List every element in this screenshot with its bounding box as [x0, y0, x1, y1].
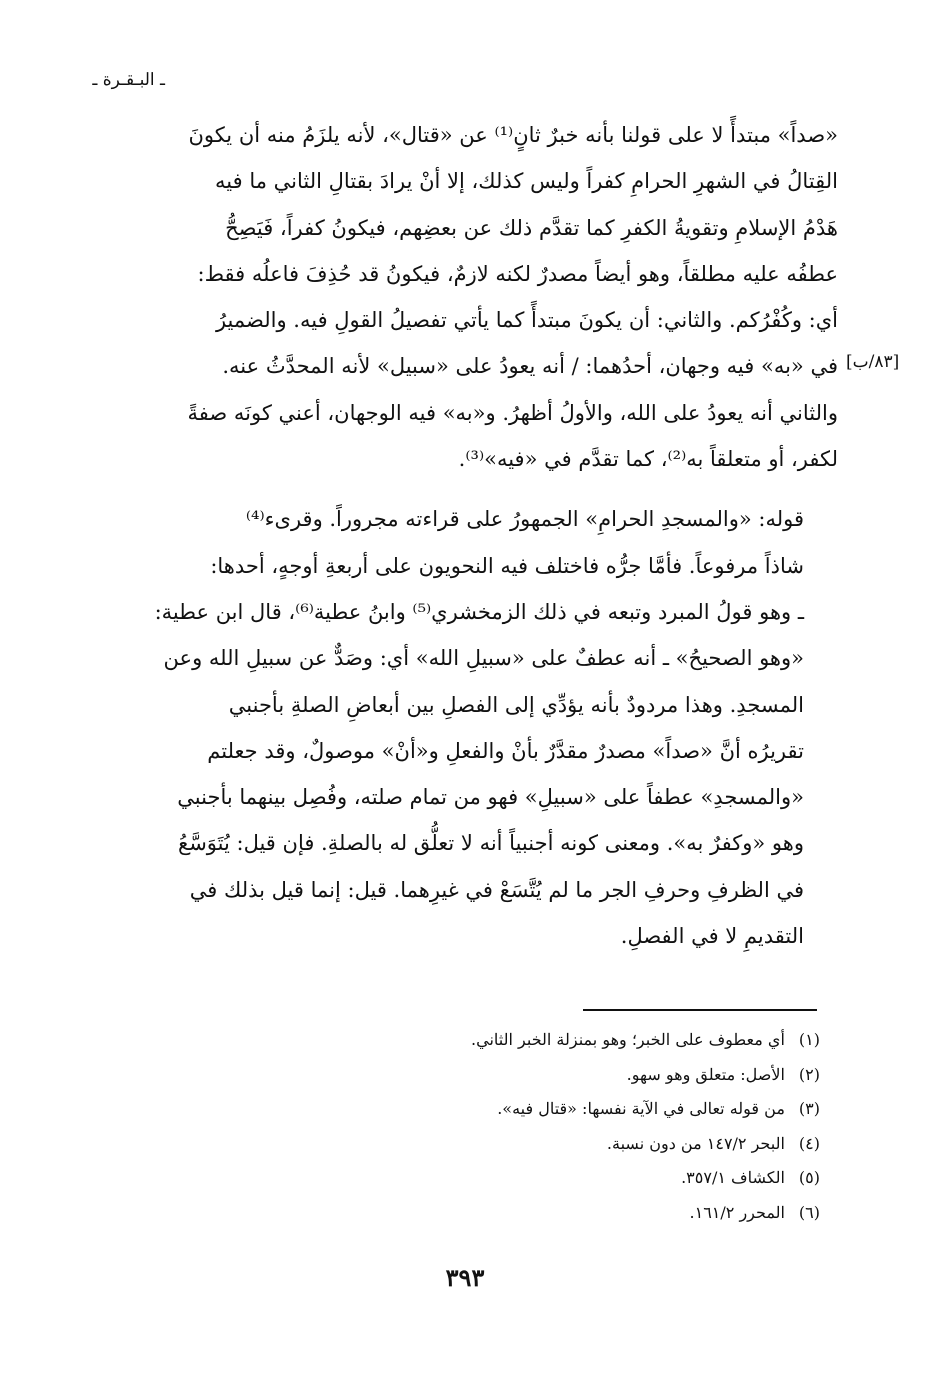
footnote-number: (٤) [798, 1133, 820, 1153]
text-line: شاذاً مرفوعاً. فأمَّا جرُّه فاختلف فيه النحويون على أربعةِ أوجهٍ، أحدها: [210, 553, 804, 578]
text-line: هَدْمُ الإسلامِ وتقويةُ الكفرِ كما تقدَّم ذلك عن بعضِهم، فيكونُ كفراً، فَيَصِحُّ [225, 215, 838, 240]
footnote-text: من قوله تعالى في الآية نفسها: «قتال فيه». [497, 1099, 785, 1118]
running-header: ـ البـقـرة ـ [92, 70, 165, 90]
text-line: القِتالُ في الشهرِ الحرامِ كفراً وليس كذلك، إلا أنْ يرادَ بقتالِ الثاني ما فيه [215, 169, 838, 194]
manuscript-folio-reference: [٨٣/ب] [846, 352, 900, 372]
text-line: «صداً» مبتدأً لا على قولنا بأنه خبرٌ ثانٍ⁽¹⁾ عن «قتال»، لأنه يلزَمُ منه أن يكونَ [188, 123, 838, 147]
paragraph-2 [132, 496, 838, 959]
text-line: تقريرُه أنَّ «صداً» مصدرٌ مقدَّرٌ بأنْ والفعلِ و«أنْ» موصولٌ، وقد جعلتم [207, 738, 804, 763]
text-line: لكفر، أو متعلقاً به⁽²⁾، كما تقدَّم في «فيه»⁽³⁾. [458, 447, 838, 472]
paragraph-1 [132, 112, 838, 482]
footnote-number: (٦) [798, 1202, 820, 1222]
text-line: أي: وكُفْرُكم. والثاني: أن يكونَ مبتدأً كما يأتي تفصيلُ القولِ فيه. والضميرُ [215, 308, 838, 333]
footnote-item [300, 1092, 820, 1127]
footnote-item [300, 1127, 820, 1162]
footnote-text: المحرر ١٦١/٢. [689, 1202, 785, 1222]
main-text [132, 112, 838, 959]
text-line: المسجدِ. وهذا مردودٌ بأنه يؤدِّي إلى الفصلِ بين أبعاضِ الصلةِ بأجنبي [228, 692, 804, 717]
page-number: ٣٩٣ [445, 1263, 485, 1292]
text-line: في الظرفِ وحرفِ الجر ما لم يُتَّسَعْ في غيرِهما. قيل: إنما قيل بذلك في [189, 877, 804, 902]
footnotes [300, 1023, 820, 1230]
footnote-item [300, 1058, 820, 1093]
text-line: «وهو الصحيحُ» ـ أنه عطفٌ على «سبيلِ الله» أي: وصَدٌّ عن سبيلِ الله وعن [163, 646, 804, 671]
footnote-text: البحر ١٤٧/٢ من دون نسبة. [606, 1133, 785, 1153]
text-line: عطفُه عليه مطلقاً، وهو أيضاً مصدرٌ لكنه لازمٌ، فيكونُ قد حُذِفَ فاعلُه فقط: [197, 261, 838, 286]
footnote-item [300, 1023, 820, 1058]
text-line: «والمسجدِ» عطفاً على «سبيلِ» فهو من تمام صلته، وفُصِل بينهما بأجنبي [177, 785, 804, 810]
footnote-number: (٢) [798, 1064, 820, 1084]
footnote-number: (١) [798, 1030, 820, 1049]
text-line: التقديمِ لا في الفصلِ. [620, 924, 804, 949]
footnote-text: أي معطوف على الخبر؛ وهو بمنزلة الخبر الثاني. [471, 1030, 785, 1049]
text-line: وهو «وكفرٌ به». ومعنى كونه أجنبياً أنه لا تعلُّق له بالصلةِ. فإن قيل: يُتَوَسَّعُ [178, 831, 804, 856]
footnote-item [300, 1161, 820, 1196]
footnote-separator [583, 1009, 817, 1011]
text-line: والثاني أنه يعودُ على الله، والأولُ أظهرُ. و«به» فيه الوجهان، أعني كونَه صفةً [187, 400, 838, 425]
text-line: قوله: «والمسجدِ الحرامِ» الجمهورُ على قراءته مجروراً. وقرىء⁽⁴⁾ [245, 507, 804, 532]
footnote-number: (٥) [798, 1168, 820, 1187]
footnote-text: الكشاف ٣٥٧/١. [681, 1168, 785, 1187]
footnote-item [300, 1196, 820, 1231]
text-line: في «به» فيه وجهان، أحدُهما: / أنه يعودُ على «سبيل» لأنه المحدَّثُ عنه. [222, 354, 838, 379]
text-line: ـ وهو قولُ المبرد وتبعه في ذلك الزمخشري⁽⁵⁾ وابنُ عطية⁽⁶⁾، قال ابن عطية: [154, 599, 804, 624]
footnote-number: (٣) [798, 1099, 820, 1118]
footnote-text: الأصل: متعلق وهو سهو. [626, 1064, 785, 1084]
